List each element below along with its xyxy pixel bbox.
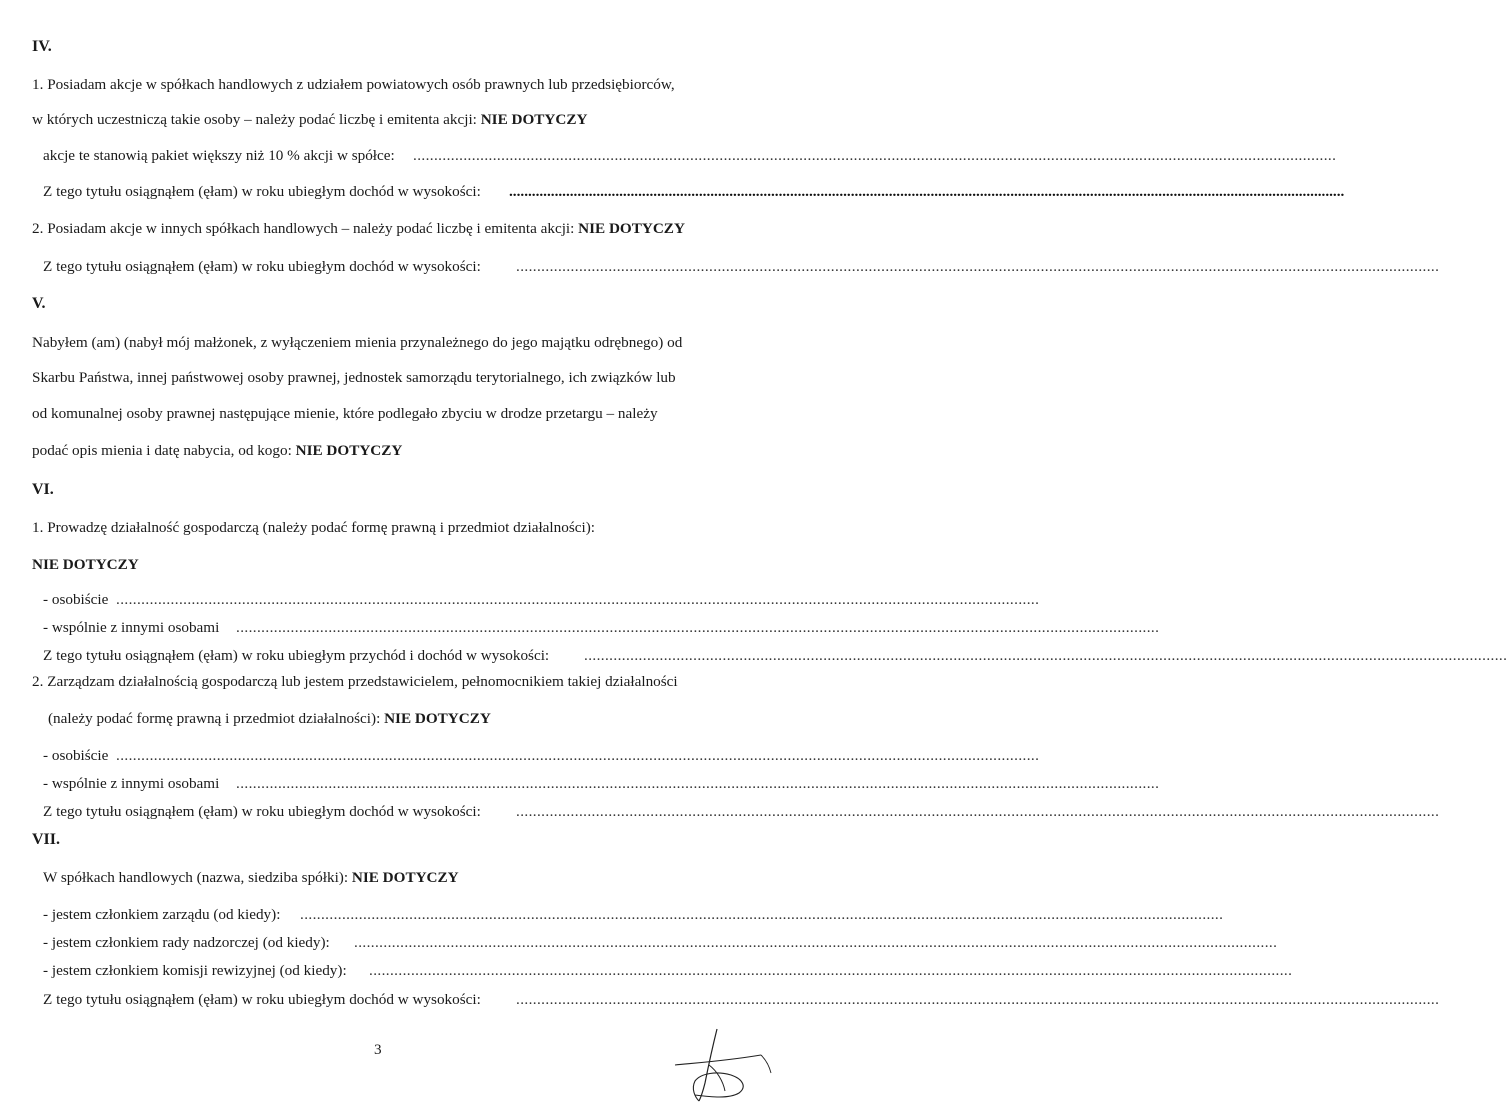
signature-icon	[665, 1025, 775, 1105]
signature-mark	[665, 1025, 775, 1110]
sec6-p2-osobiscie-dotted-line: ............................................................................................................................................................................................................................	[116, 747, 1040, 764]
sec5-answer: NIE DOTYCZY	[295, 442, 403, 459]
section-heading-vi: VI.	[32, 481, 54, 498]
sec6-p1-answer: NIE DOTYCZY	[32, 556, 139, 573]
sec5-line1: Nabyłem (am) (nabył mój małżonek, z wyłączeniem mienia przynależnego do jego majątku odrębnego) od	[32, 334, 683, 351]
sec7-rada-label: - jestem członkiem rady nadzorczej (od kiedy):	[43, 934, 330, 951]
sec6-p1-wspolnie-dotted-line: ............................................................................................................................................................................................................................	[236, 619, 1160, 636]
sec4-p2-income-label: Z tego tytułu osiągnąłem (ęłam) w roku ubiegłym dochód w wysokości:	[43, 258, 481, 275]
sec4-p1-line1: 1. Posiadam akcje w spółkach handlowych z udziałem powiatowych osób prawnych lub przedsiębiorców,	[32, 76, 675, 93]
sec4-p1-income-dotted-line: ............................................................................................................................................................................................................................	[509, 183, 1345, 200]
sec5-line4	[32, 441, 402, 461]
sec6-p2-osobiscie-label: - osobiście	[43, 747, 109, 764]
sec5-line4-text: podać opis mienia i datę nabycia, od kogo:	[32, 442, 292, 459]
sec7-rada-dotted-line: ............................................................................................................................................................................................................................	[354, 934, 1278, 951]
sec6-p2-answer: NIE DOTYCZY	[384, 710, 491, 727]
sec7-zarzad-dotted-line: ............................................................................................................................................................................................................................	[300, 906, 1224, 923]
sec6-p1-osobiscie-label: - osobiście	[43, 591, 109, 608]
sec4-pakiet-dotted-line: ............................................................................................................................................................................................................................	[413, 147, 1337, 164]
sec7-line1-text: W spółkach handlowych (nazwa, siedziba spółki):	[43, 869, 349, 886]
sec6-p1-income-dotted-line: ............................................................................................................................................................................................................................	[584, 647, 1507, 664]
sec7-line1	[43, 868, 459, 888]
sec7-income-dotted-line: ............................................................................................................................................................................................................................	[516, 991, 1440, 1008]
sec6-p1-wspolnie-label: - wspólnie z innymi osobami	[43, 619, 220, 636]
sec4-p1-answer: NIE DOTYCZY	[480, 111, 588, 128]
sec7-answer: NIE DOTYCZY	[351, 869, 459, 886]
sec4-pakiet-label: akcje te stanowią pakiet większy niż 10 % akcji w spółce:	[43, 147, 395, 164]
sec4-p1-line2-text: w których uczestniczą takie osoby – należy podać liczbę i emitenta akcji:	[32, 111, 477, 128]
sec5-line3: od komunalnej osoby prawnej następujące mienie, które podlegało zbyciu w drodze przetargu – należy	[32, 405, 658, 422]
sec6-p2-line2-text: (należy podać formę prawną i przedmiot działalności):	[48, 710, 381, 727]
sec6-p2-wspolnie-label: - wspólnie z innymi osobami	[43, 775, 220, 792]
section-heading-v: V.	[32, 295, 46, 312]
sec4-p2-income-dotted-line: ............................................................................................................................................................................................................................	[516, 258, 1440, 275]
sec4-p1-income-label: Z tego tytułu osiągnąłem (ęłam) w roku ubiegłym dochód w wysokości:	[43, 183, 481, 200]
sec4-p2-line1	[32, 219, 685, 239]
sec7-komisja-dotted-line: ............................................................................................................................................................................................................................	[369, 962, 1293, 979]
sec6-p1-line1: 1. Prowadzę działalność gospodarczą (należy podać formę prawną i przedmiot działalności):	[32, 519, 595, 536]
sec5-line2: Skarbu Państwa, innej państwowej osoby prawnej, jednostek samorządu terytorialnego, ich związków lub	[32, 369, 676, 386]
sec4-p2-line1-text: 2. Posiadam akcje w innych spółkach handlowych – należy podać liczbę i emitenta akcji:	[32, 220, 575, 237]
sec6-p2-line2	[48, 709, 491, 729]
sec6-p2-income-dotted-line: ............................................................................................................................................................................................................................	[516, 803, 1440, 820]
sec7-komisja-label: - jestem członkiem komisji rewizyjnej (od kiedy):	[43, 962, 347, 979]
section-heading-iv: IV.	[32, 38, 52, 55]
sec4-p2-answer: NIE DOTYCZY	[578, 220, 685, 237]
sec6-p1-income-label: Z tego tytułu osiągnąłem (ęłam) w roku ubiegłym przychód i dochód w wysokości:	[43, 647, 550, 664]
page-number: 3	[374, 1041, 382, 1058]
sec6-p2-wspolnie-dotted-line: ............................................................................................................................................................................................................................	[236, 775, 1160, 792]
sec6-p2-income-label: Z tego tytułu osiągnąłem (ęłam) w roku ubiegłym dochód w wysokości:	[43, 803, 481, 820]
section-heading-vii: VII.	[32, 831, 61, 848]
sec7-zarzad-label: - jestem członkiem zarządu (od kiedy):	[43, 906, 281, 923]
sec4-p1-line2	[32, 110, 587, 130]
sec7-income-label: Z tego tytułu osiągnąłem (ęłam) w roku ubiegłym dochód w wysokości:	[43, 991, 481, 1008]
sec6-p1-osobiscie-dotted-line: ............................................................................................................................................................................................................................	[116, 591, 1040, 608]
sec6-p2-line1: 2. Zarządzam działalnością gospodarczą lub jestem przedstawicielem, pełnomocnikiem takiej działalności	[32, 673, 678, 690]
